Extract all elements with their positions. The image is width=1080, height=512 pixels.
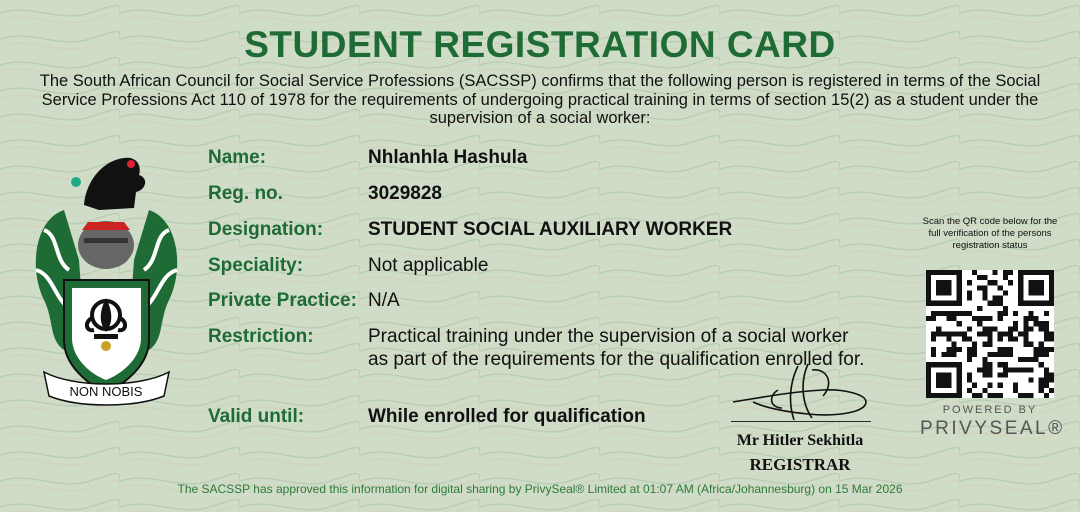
qr-instruction: Scan the QR code below for the full verification of the persons registration status [922,216,1058,251]
field-name-label: Name: [208,147,267,168]
powered-by-label: POWERED BY [942,404,1038,416]
field-reg-no-label: Reg. no. [208,183,283,204]
field-speciality-label: Speciality: [208,255,304,276]
field-name-value: Nhlanhla Hashula [368,147,528,168]
signature-line [731,421,871,422]
field-designation-value: STUDENT SOCIAL AUXILIARY WORKER [368,219,733,240]
field-speciality-value: Not applicable [368,255,489,276]
card-title: STUDENT REGISTRATION CARD [244,24,836,65]
field-restriction-line1: Practical training under the supervision of a social worker [368,326,849,347]
crest-motto: NON NOBIS [69,384,143,399]
intro-text: The South African Council for Social Service Professions (SACSSP) confirms that the following person is registered in terms of the Social Service Professions Act 110 of 1978 for the requirements of undergoing practical training in terms of section 15(2) as a student under the supervision of a social worker: [39,72,1041,127]
field-private-practice-value: N/A [368,290,400,311]
field-private-practice-label: Private Practice: [208,290,357,311]
registrar-signature-icon [728,362,873,424]
field-reg-no-value: 3029828 [368,183,442,204]
field-restriction-line2: as part of the requirements for the qualification enrolled for. [368,348,865,370]
field-restriction-label: Restriction: [208,326,314,347]
registrar-role: REGISTRAR [749,455,851,474]
field-designation-label: Designation: [208,219,324,240]
footer-approval-text: The SACSSP has approved this information for digital sharing by PrivySeal® Limited at 01:07 AM (Africa/Johannesburg) on 15 Mar 2026 [177,482,903,496]
field-valid-until-value: While enrolled for qualification [368,406,646,427]
field-valid-until-label: Valid until: [208,406,305,427]
registrar-name: Mr Hitler Sekhitla [736,432,864,449]
qr-code-icon[interactable] [926,270,1054,398]
coat-of-arms-icon [24,150,189,410]
privyseal-logo: PRIVYSEAL® [920,418,1065,439]
